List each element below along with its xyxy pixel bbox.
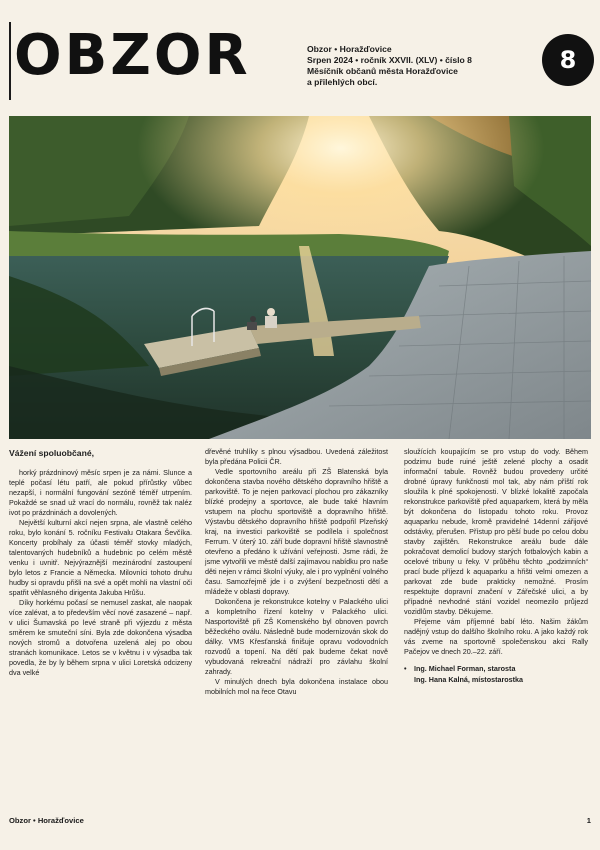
signature-deputy-mayor — [404, 674, 588, 685]
article-paragraph: V minulých dnech byla dokončena instalace obou mobilních mol na řece Otavu — [205, 677, 388, 696]
article-column-1 — [9, 447, 192, 678]
masthead-divider — [9, 22, 11, 100]
masthead — [0, 0, 600, 108]
footer-publication: Obzor • Horažďovice — [9, 816, 84, 825]
issue-info-description: Měsíčník občanů města Horažďovice — [307, 66, 458, 76]
issue-info-description-cont: a přilehlých obcí. — [307, 77, 378, 87]
article-column-3 — [404, 447, 588, 685]
issue-info-publisher: Obzor • Horažďovice — [307, 44, 392, 54]
issue-info — [307, 44, 532, 88]
article-paragraph: Největší kulturní akcí nejen srpna, ale vlastně celého roku, bylo konání 5. ročníku Festivalu Otakara Ševčíka. Koncerty probíhaly za účasti téměř stovky mladých, talentovaných hudebníků a hudebnic po celém městě venku i uvnitř. Nejvýraznější mezinárodní zastoupení bylo letos z Francie a Německa. Milovníci tohoto druhu hudby si opravdu přišli na své a opět mohli na vlastní oči spatřit věhlasného dirigenta Jakuba Hrůšu. — [9, 518, 192, 597]
article-paragraph: Díky horkému počasí se nemusel zaskat, ale naopak více zalévat, a to především věcí nové zasazené – např. v ulici Šumavská po levé straně při výjezdu z města směrem ke smuteční síni. Byla zde dokončena výsadba nových stromů a dotvořena uzelená alej po obou stranách komunikace. Letos se v květnu i v výsadba tak povedla, že by ly během srpna v ulici Loretská odcizeny dva velké — [9, 598, 192, 677]
signatures — [404, 663, 588, 685]
article-paragraph: sloužících koupajícím se pro vstup do vody. Během podzimu bude ruiné ještě zelené plochy a osadit informační tabule. Rovněž budou provedeny určité drobné úpravy funkčnosti mol tak, aby nám příští rok sloužila k plné spokojenosti. V blízké lokalitě započala rekonstrukce parkoviště před aquaparkem, která by měla být dokončena do listopadu tohoto roku. Provoz aquaparku nebude, kromě pravidelné 14denní zářijové odstávky, přerušen. Přístup pro pěší bude po celou dobu stavby zajištěn. Rekonstrukce areálu bude dále pokračovat demolicí budovy starých fotbalových kabin a ocelové tribuny u řeky. V průběhu těchto „podzimních“ prací bude příjezd k aquaparku a hřišti velmi omezen a parkovat zde bude prakticky nemožné. Prosím respektujte dopravní značení v Zářečské ulici, a by případné nevhodné stání vozidel neomezilo průjezd vozidlům stavby. Děkujeme. — [404, 447, 588, 616]
signature-text: Ing. Michael Forman, starosta — [414, 664, 516, 673]
editorial-article — [9, 447, 591, 812]
page-number: 1 — [586, 816, 591, 825]
article-column-2 — [205, 447, 388, 697]
signature-mayor — [404, 663, 588, 674]
article-salutation: Vážení spoluobčané, — [9, 448, 95, 458]
issue-info-date: Srpen 2024 • ročník XXVII. (XLV) • číslo 8 — [307, 55, 472, 65]
signature-text: Ing. Hana Kalná, místostarostka — [414, 675, 524, 684]
article-paragraph: Dokončena je rekonstrukce kotelny v Palackého ulici a kompletního řízení kotelny v Palackého ulici. Nasportoviště při ZŠ Komenského byl obnoven povrch běžeckého oválu. Následně bude modernizován skok do dálky. VMS Křesťanská finišuje opravu vodovodních rozvodů a topení. Na dětí pak budeme čekat nově vybudovaná rekreační nádraží pro závlahu školní zahrady. — [205, 597, 388, 676]
bullet-icon: • — [404, 664, 407, 673]
river-footbridge-sunset-photo — [9, 116, 591, 439]
cover-photo — [9, 116, 591, 439]
article-paragraph: Přejeme vám příjemné babí léto. Našim žákům nadějný vstup do dalšího školního roku. A jako každý rok vás zveme na sportovně společenskou akci Rally Pačejov ve dnech 20.–22. září. — [404, 617, 588, 656]
page-footer — [9, 816, 591, 830]
article-paragraph: horký prázdninový měsíc srpen je za námi. Slunce a teplé počasí létu patří, ale pokud přírůstky vůbec nezapší, i normální fungování sezóně téměř utrpením. Pokaždé se snad už vrací do normálu, rovněž tak naléz ivot po prázdninách a dovolených. — [9, 468, 192, 517]
issue-number-badge: 8 — [542, 34, 594, 86]
article-paragraph: Vedle sportovního areálu při ZŠ Blatenská byla dokončena stavba nového dětského dopravního hřiště a parkoviště. To je nejen parkovací plochou pro zákazníky blízké prodejny a sportovce, ale bude také hlavním vstupem na plochu sportoviště a dopravního hřiště. Výstavbu dětského dopravního hřiště podpořil Plzeňský kraj, na investici parkoviště se podílela i společnost Ferrum. V úterý 10. září bude dopravní hřiště slavnostně otevřeno a předáno k užívání veřejnosti. Jsme rádi, že jsme vytvořili ve městě další zajímavou nabídku pro naše děti nejen v rámci školní výuky, ale i pro vyplnění volného času. Samozřejmě jde i o zvýšení bezpečnosti dětí a mládeže v oblasti dopravy. — [205, 467, 388, 596]
article-paragraph: dřevěné truhlíky s plnou výsadbou. Uvedená záležitost byla předána Policii ČR. — [205, 447, 388, 466]
newspaper-logo: OBZOR — [14, 23, 251, 88]
